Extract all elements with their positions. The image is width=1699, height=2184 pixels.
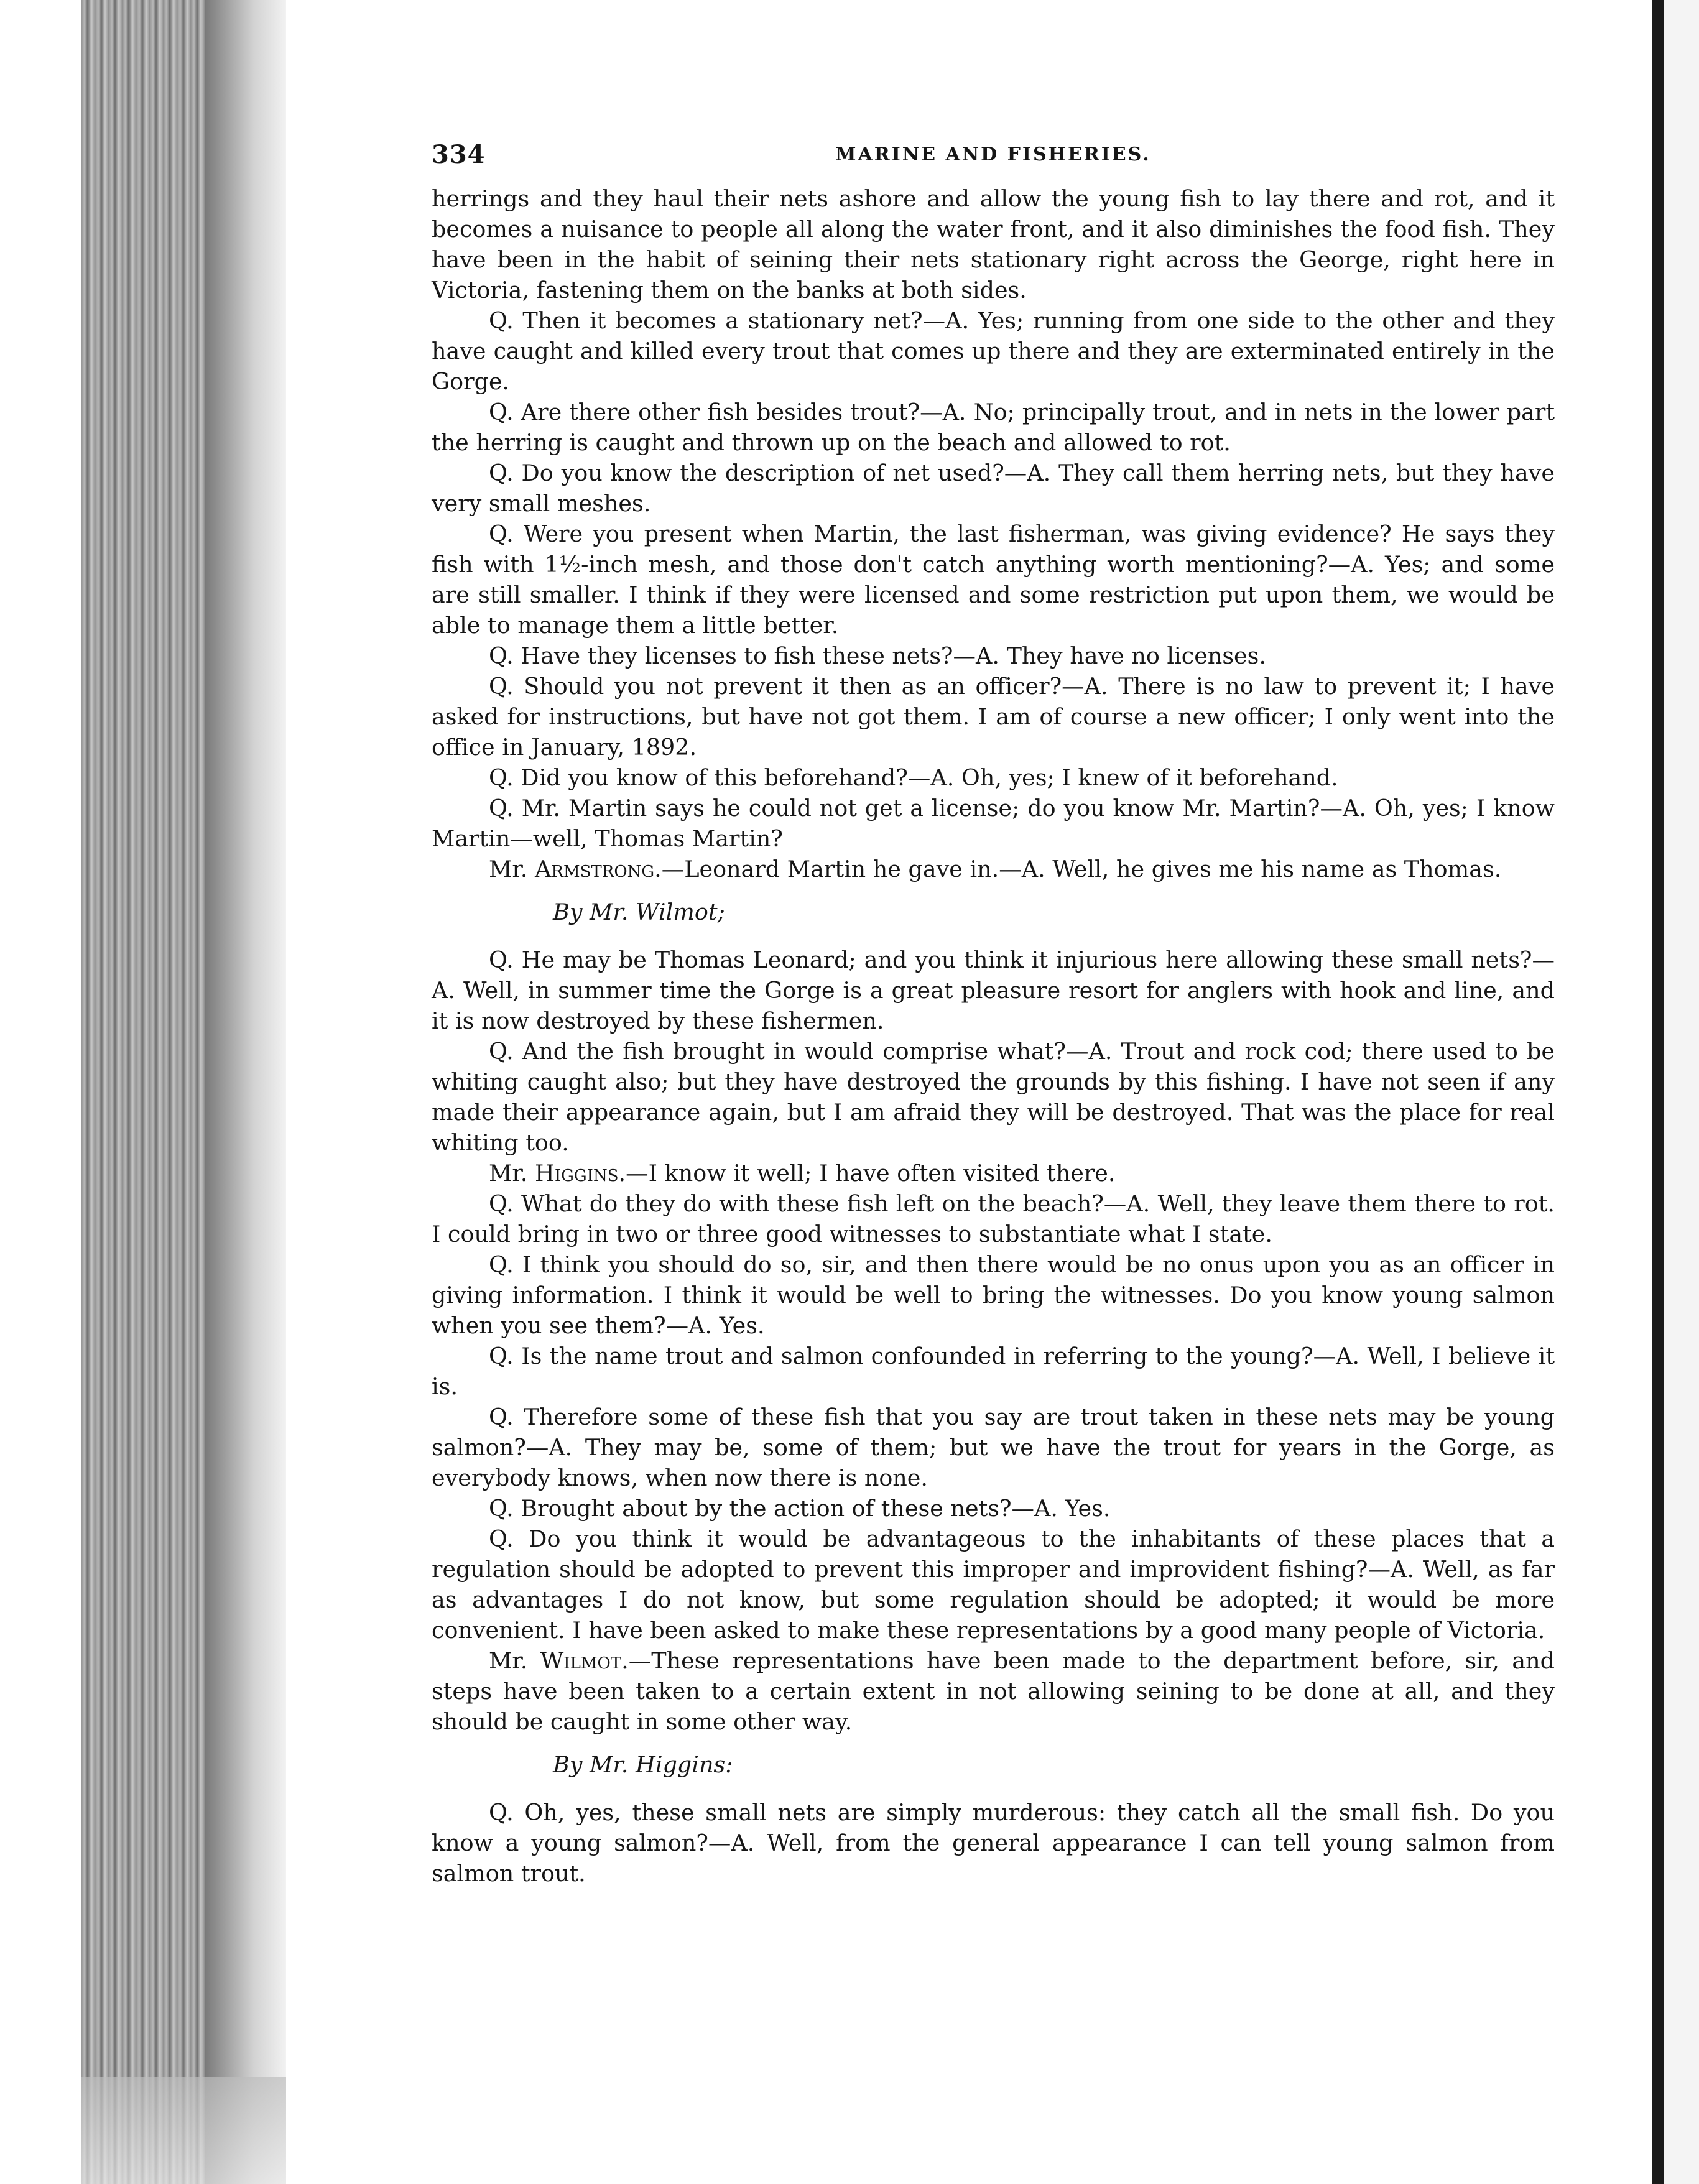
paragraph: Q. Therefore some of these fish that you say are trout taken in these nets may be young salmon?—A. They may be, some of them; but we have the trout for years in the Gorge, as everybody knows, when now there is none. (432, 1404, 1555, 1491)
speaker-prefix: Mr. (489, 1647, 540, 1674)
paragraph-continuation: herrings and they haul their nets ashore and allow the young fish to lay there and rot, and it becomes a nuisance to people all along the water front, and it also diminishes the food fish. They have been in the habit of seining their nets stationary right across the George, right here in Victoria, fastening them on the banks at both sides. (432, 185, 1555, 303)
paragraph: Q. And the fish brought in would comprise what?—A. Trout and rock cod; there used to be whiting caught also; but they have destroyed the grounds by this fishing. I have not seen if any made their appearance again, but I am afraid they will be destroyed. That was the place for real whiting too. (432, 1038, 1555, 1156)
right-margin (1664, 0, 1699, 2184)
paragraph: Q. Oh, yes, these small nets are simply murderous: they catch all the small fish. Do you know a young salmon?—A. Well, from the general appearance I can tell young salmon from salmon trout. (432, 1799, 1555, 1887)
speaker-remark-armstrong (432, 854, 1555, 884)
right-page-border (1652, 0, 1664, 2184)
binding-shadow (205, 0, 286, 2184)
paragraph: Q. Were you present when Martin, the last fisherman, was giving evidence? He says they fish with 1½-inch mesh, and those don't catch anything worth mentioning?—A. Yes; and some are still smaller. I think if they were licensed and some restriction put upon them, we would be able to manage them a little better. (432, 521, 1555, 639)
speaker-name: Higgins (535, 1160, 619, 1187)
page-content (432, 140, 1555, 1889)
paragraph: Q. Then it becomes a stationary net?—A. Yes; running from one side to the other and they have caught and killed every trout that comes up there and they are exterminated entirely in the Gorge. (432, 307, 1555, 395)
paragraph: Q. Have they licenses to fish these nets?—A. They have no licenses. (489, 642, 1266, 669)
byline-higgins: By Mr. Higgins: (553, 1751, 733, 1778)
paragraph: Q. What do they do with these fish left on the beach?—A. Well, they leave them there to rot. I could bring in two or three good witnesses to substantiate what I state. (432, 1190, 1555, 1247)
running-head (432, 140, 1555, 183)
speaker-prefix: Mr. (489, 856, 535, 882)
page-edge-bottom (81, 2077, 286, 2184)
paragraph: Q. Did you know of this beforehand?—A. Oh, yes; I knew of it beforehand. (489, 764, 1338, 791)
byline-wilmot: By Mr. Wilmot; (553, 899, 725, 925)
speaker-name: Armstrong (535, 856, 655, 882)
speaker-prefix: Mr. (489, 1160, 535, 1187)
header-title: MARINE AND FISHERIES. (835, 144, 1151, 165)
paragraph: Q. He may be Thomas Leonard; and you think it injurious here allowing these small nets?—A. Well, in summer time the Gorge is a great pleasure resort for anglers with hook and line, and it is now destroyed by these fishermen. (432, 946, 1555, 1034)
paragraph: Q. Should you not prevent it then as an officer?—A. There is no law to prevent it; I have asked for instructions, but have not got them. I am of course a new officer; I only went into the office in January, 1892. (432, 673, 1555, 761)
page-number: 334 (432, 140, 486, 169)
speaker-remark-wilmot (432, 1645, 1555, 1737)
speaker-remark-higgins (432, 1158, 1555, 1188)
paragraph: Q. Mr. Martin says he could not get a license; do you know Mr. Martin?—A. Oh, yes; I know Martin—well, Thomas Martin? (432, 795, 1555, 852)
remark-text: .—These representations have been made to the department before, sir, and steps have been taken to a certain extent in not allowing seining to be done at all, and they should be caught in some other way. (432, 1647, 1555, 1735)
remark-text: .—Leonard Martin he gave in.—A. Well, he gives me his name as Thomas. (654, 856, 1502, 882)
body-text (432, 183, 1555, 1889)
paragraph: Q. Are there other fish besides trout?—A. No; principally trout, and in nets in the lower part the herring is caught and thrown up on the beach and allowed to rot. (432, 399, 1555, 456)
paragraph: Q. I think you should do so, sir, and then there would be no onus upon you as an officer in giving information. I think it would be well to bring the witnesses. Do you know young salmon when you see them?—A. Yes. (432, 1251, 1555, 1339)
paragraph: Q. Do you think it would be advantageous to the inhabitants of these places that a regulation should be adopted to prevent this improper and improvident fishing?—A. Well, as far as advantages I do not know, but some regulation should be adopted; it would be more convenient. I have been asked to make these representations by a good many people of Victoria. (432, 1525, 1555, 1644)
paragraph: Q. Brought about by the action of these nets?—A. Yes. (489, 1495, 1111, 1522)
remark-text: .—I know it well; I have often visited there. (618, 1160, 1116, 1187)
speaker-name: Wilmot (540, 1647, 622, 1674)
paragraph: Q. Do you know the description of net used?—A. They call them herring nets, but they have very small meshes. (432, 460, 1555, 517)
paragraph: Q. Is the name trout and salmon confounded in referring to the young?—A. Well, I believe it is. (432, 1343, 1555, 1400)
